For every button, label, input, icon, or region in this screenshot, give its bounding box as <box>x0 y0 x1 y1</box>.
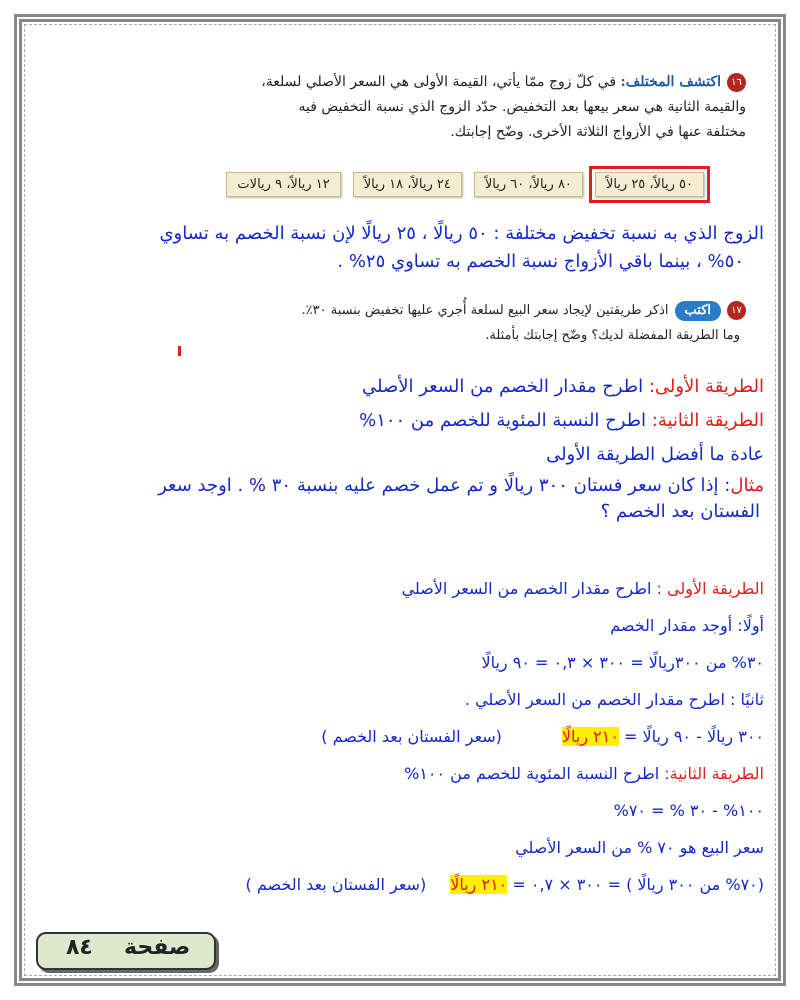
page-word: صفحة <box>124 935 191 960</box>
page-number-box <box>36 932 236 972</box>
problem-16 <box>66 70 746 145</box>
answer-text: الزوج الذي به نسبة تخفيض مختلفة : ٥٠ ريالًا ، ٢٥ ريالًا لإن نسبة الخصم به تساوي <box>159 223 764 244</box>
problem-number-badge: ١٦ <box>727 73 746 92</box>
problem-17 <box>66 298 746 348</box>
write-tag: اكتب <box>675 301 722 321</box>
problem-number-badge: ١٧ <box>727 301 746 320</box>
method-text: اطرح مقدار الخصم من السعر الأصلي <box>361 376 644 397</box>
answer-text: ٥٠% ، بينما باقي الأزواج نسبة الخصم به تساوي ٢٥% . <box>337 251 744 272</box>
step-text: سعر البيع هو ٧٠ % من السعر الأصلي <box>515 838 764 857</box>
pair-card: ٢٤ ريالاً، ١٨ ريالاً <box>353 172 462 197</box>
step-equation: (٧٠% من ٣٠٠ ريالًا ) = ٣٠٠ × ٠,٧ = <box>512 875 764 894</box>
method-text: اطرح النسبة المئوية للخصم من ١٠٠% <box>359 410 647 431</box>
step-equation: ١٠٠% - ٣٠ % = ٧٠% <box>613 801 764 820</box>
method-text: اطرح النسبة المئوية للخصم من ١٠٠% <box>404 764 660 783</box>
problem-text: مختلفة عنها في الأزواج الثلاثة الأخرى. وضّح إجابتك. <box>450 124 746 140</box>
step-equation: ٣٠٠ ريالًا - ٩٠ ريالًا = <box>624 727 764 746</box>
step-text: أولًا: أوجد مقدار الخصم <box>610 616 764 635</box>
problem-text: اذكر طريقتين لإيجاد سعر البيع لسلعة أُجري عليها تخفيض بنسبة ٣٠٪. <box>301 303 669 318</box>
example-text: الفستان بعد الخصم ؟ <box>600 501 760 522</box>
page-number: ٨٤ <box>66 935 93 960</box>
preference-text: عادة ما أفضل الطريقة الأولى <box>546 444 764 465</box>
answer-16 <box>36 220 764 276</box>
worksheet-page <box>36 40 764 975</box>
answer-17-methods <box>36 370 764 524</box>
solution-steps <box>36 570 764 903</box>
result-note: (سعر الفستان بعد الخصم ) <box>245 875 427 894</box>
method-label: الطريقة الثانية: <box>664 764 764 783</box>
method-label: الطريقة الأولى : <box>656 579 764 598</box>
problem-text: والقيمة الثانية هي سعر بيعها بعد التخفيض. حدّد الزوج الذي نسبة التخفيض فيه <box>298 99 746 115</box>
result-note: (سعر الفستان بعد الخصم ) <box>321 727 502 746</box>
problem-text: وما الطريقة المفضلة لديك؟ وضّح إجابتك بأمثلة. <box>485 328 740 343</box>
pair-card: ١٢ ريالاً، ٩ ريالات <box>226 172 340 197</box>
example-label: مثال <box>730 475 764 496</box>
red-tick-mark <box>178 346 181 356</box>
problem-tag: اكتشف المختلف: <box>620 74 721 90</box>
result-highlight: ٢١٠ ريالًا <box>450 875 508 894</box>
pair-card: ٨٠ ريالاً، ٦٠ ريالاً <box>474 172 583 197</box>
pair-cards <box>226 172 704 197</box>
method-text: اطرح مقدار الخصم من السعر الأصلي <box>401 579 652 598</box>
example-text: : إذا كان سعر فستان ٣٠٠ ريالًا و تم عمل خصم عليه بنسبة ٣٠ % . اوجد سعر <box>158 475 731 496</box>
pair-card-highlighted: ٥٠ ريالاً، ٢٥ ريالاً <box>595 172 704 197</box>
method-label: الطريقة الأولى: <box>648 376 764 397</box>
step-text: ثانيًا : اطرح مقدار الخصم من السعر الأصلي . <box>464 690 764 709</box>
method-label: الطريقة الثانية: <box>651 410 764 431</box>
step-equation: ٣٠% من ٣٠٠ريالًا = ٣٠٠ × ٠,٣ = ٩٠ ريالًا <box>481 653 764 672</box>
problem-text: في كلّ زوج ممّا يأتي، القيمة الأولى هي السعر الأصلي لسلعة، <box>261 74 617 90</box>
result-highlight: ٢١٠ ريالًا <box>561 727 619 746</box>
